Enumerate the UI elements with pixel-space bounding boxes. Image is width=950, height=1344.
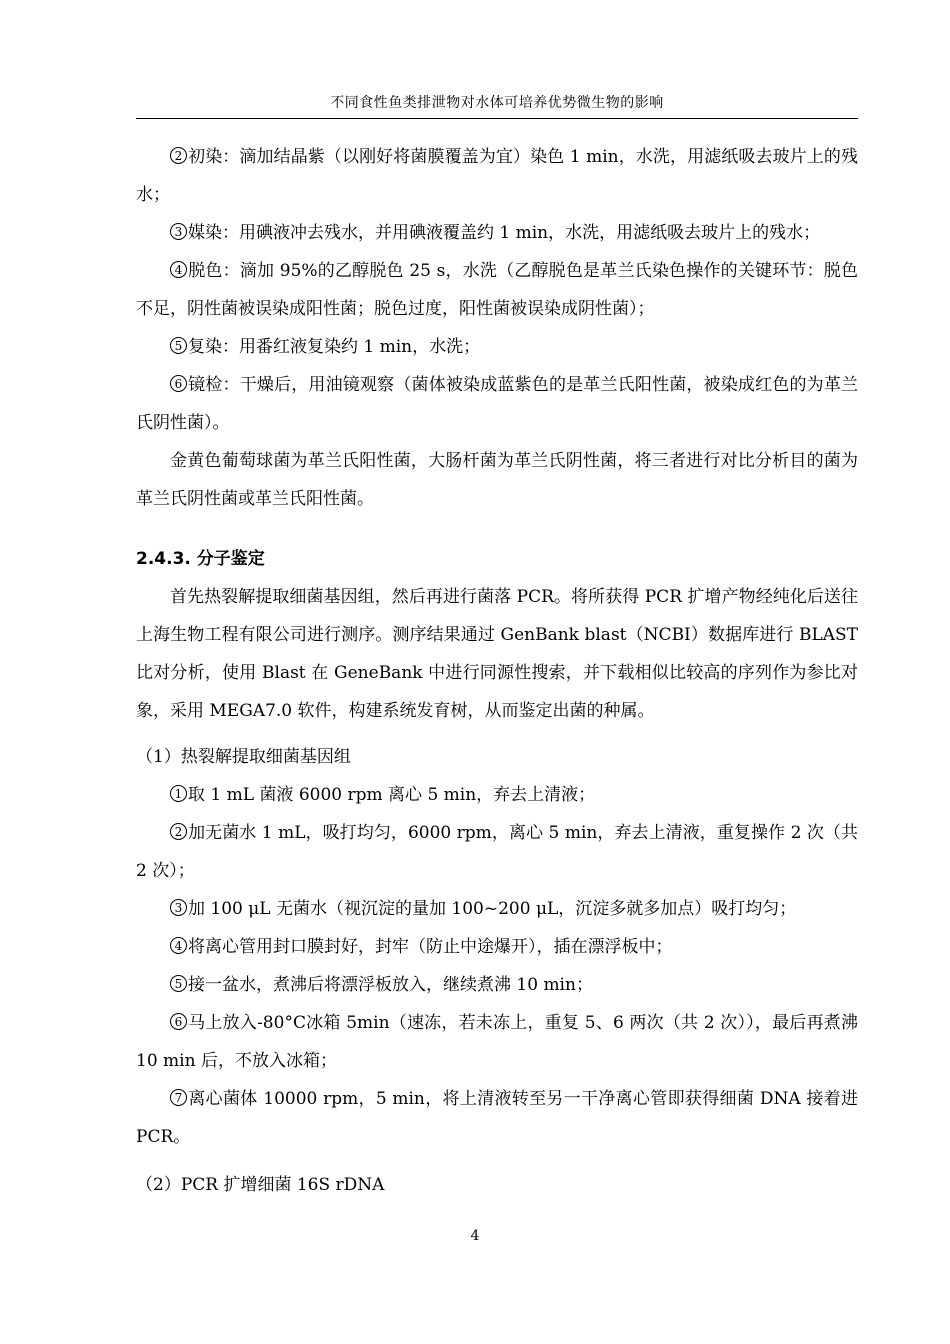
step-number-badge: 2 bbox=[170, 147, 187, 164]
step-number-badge: 3 bbox=[170, 223, 187, 240]
gram-step-6 bbox=[136, 366, 858, 442]
gram-step-2 bbox=[136, 138, 858, 214]
subsection-title-2: （2）PCR 扩增细菌 16S rDNA bbox=[136, 1175, 385, 1195]
extraction-step-6 bbox=[136, 1004, 858, 1080]
gram-step-5 bbox=[136, 328, 858, 366]
extraction-step-text: 加 100 μL 无菌水（视沉淀的量加 100~200 μL，沉淀多就多加点）吸打均匀； bbox=[188, 899, 797, 919]
extraction-step-text: 将离心管用封口膜封好，封牢（防止中途爆开），插在漂浮板中； bbox=[188, 937, 673, 957]
step-number-badge: 6 bbox=[170, 375, 187, 392]
extraction-step-7 bbox=[136, 1080, 858, 1156]
running-header: 不同食性鱼类排泄物对水体可培养优势微生物的影响 bbox=[330, 95, 664, 111]
document-body bbox=[136, 138, 858, 1204]
step-number-badge: 4 bbox=[170, 261, 187, 278]
section-heading: 2.4.3. 分子鉴定 bbox=[136, 549, 265, 569]
extraction-step-text: 离心菌体 10000 rpm，5 min，将上清液转至另一干净离心管即获得细菌 DNA 接着进 PCR。 bbox=[136, 1089, 858, 1147]
gram-step-text: 媒染：用碘液冲去残水，并用碘液覆盖约 1 min，水洗，用滤纸吸去玻片上的残水； bbox=[188, 223, 821, 243]
gram-step-text: 镜检：干燥后，用油镜观察（菌体被染成蓝紫色的是革兰氏阳性菌，被染成红色的为革兰氏阴性菌）。 bbox=[136, 375, 858, 433]
step-number-badge: 5 bbox=[170, 975, 187, 992]
extraction-step-text: 取 1 mL 菌液 6000 rpm 离心 5 min，弃去上清液； bbox=[188, 785, 596, 805]
step-number-badge: 3 bbox=[170, 899, 187, 916]
step-number-badge: 6 bbox=[170, 1013, 187, 1030]
gram-step-3 bbox=[136, 214, 858, 252]
step-number-badge: 7 bbox=[170, 1089, 187, 1106]
step-number-badge: 1 bbox=[170, 785, 187, 802]
extraction-step-text: 马上放入-80°C冰箱 5min（速冻，若未冻上，重复 5、6 两次（共 2 次）），最后再煮沸 10 min 后，不放入冰箱； bbox=[136, 1013, 858, 1071]
gram-step-text: 初染：滴加结晶紫（以刚好将菌膜覆盖为宜）染色 1 min，水洗，用滤纸吸去玻片上的残水； bbox=[136, 147, 858, 205]
gram-step-text: 复染：用番红液复染约 1 min，水洗； bbox=[188, 337, 481, 357]
gram-step-4 bbox=[136, 252, 858, 328]
extraction-step-4 bbox=[136, 928, 858, 966]
step-number-badge: 5 bbox=[170, 337, 187, 354]
step-number-badge: 4 bbox=[170, 937, 187, 954]
header-divider bbox=[136, 118, 858, 119]
step-number-badge: 2 bbox=[170, 823, 187, 840]
page-number: 4 bbox=[470, 1228, 480, 1244]
extraction-step-text: 加无菌水 1 mL，吸打均匀，6000 rpm，离心 5 min，弃去上清液，重复操作 2 次（共 2 次）； bbox=[136, 823, 858, 881]
section-intro-paragraph: 首先热裂解提取细菌基因组，然后再进行菌落 PCR。将所获得 PCR 扩增产物经纯化后送往上海生物工程有限公司进行测序。测序结果通过 GenBank blast（NCBI）数据库进行 BLAST 比对分析，使用 Blast 在 GeneBank 中进行同源性搜索，并下载相似比较高的序列作为参比对象，采用 MEGA7.0 软件，构建系统发育树，从而鉴定出菌的种属。 bbox=[136, 587, 858, 721]
extraction-step-5 bbox=[136, 966, 858, 1004]
gram-step-text: 脱色：滴加 95%的乙醇脱色 25 s，水洗（乙醇脱色是革兰氏染色操作的关键环节：脱色不足，阴性菌被误染成阳性菌；脱色过度，阳性菌被误染成阴性菌）； bbox=[136, 261, 858, 319]
subsection-title-1: （1）热裂解提取细菌基因组 bbox=[136, 747, 351, 767]
extraction-step-3 bbox=[136, 890, 858, 928]
extraction-step-text: 接一盆水，煮沸后将漂浮板放入，继续煮沸 10 min； bbox=[188, 975, 593, 995]
gram-conclusion-paragraph: 金黄色葡萄球菌为革兰氏阳性菌，大肠杆菌为革兰氏阴性菌，将三者进行对比分析目的菌为革兰氏阴性菌或革兰氏阳性菌。 bbox=[136, 451, 858, 509]
extraction-step-2 bbox=[136, 814, 858, 890]
extraction-step-1 bbox=[136, 776, 858, 814]
